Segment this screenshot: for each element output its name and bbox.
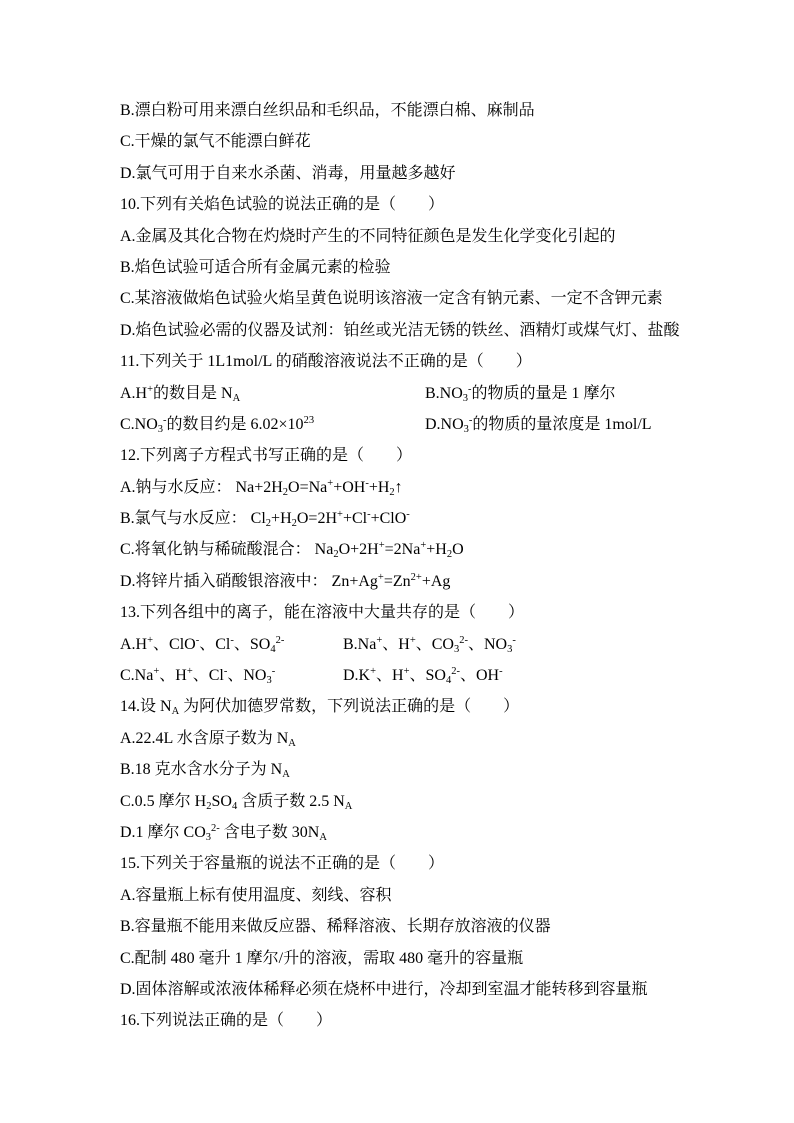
question-stem-12: 12.下列离子方程式书写正确的是（ ） (120, 447, 413, 465)
option-line: B.容量瓶不能用来做反应器、稀释溶液、长期存放溶液的仪器 (120, 918, 551, 936)
option-line: D.氯气可用于自来水杀菌、消毒，用量越多越好 (120, 164, 456, 182)
option-line: B.18 克水含水分子为 $N_A$ (120, 761, 290, 781)
option-line: C.将氧化钠与稀硫酸混合： $Na_2O+2H^+=2Na^++H_2O$ (120, 540, 464, 561)
option-line: D.焰色试验必需的仪器及试剂：铂丝或光洁无锈的铁丝、酒精灯或煤气灯、盐酸 (120, 321, 680, 339)
option-b: B.Na+、H+、$CO_3^{2-}$、$NO_3^-$ (343, 634, 516, 655)
options-row (120, 660, 700, 691)
option-line: B.焰色试验可适合所有金属元素的检验 (120, 258, 391, 276)
option-line: D.1 摩尔 $CO_3^{2-}$ 含电子数 $30N_A$ (120, 822, 327, 843)
option-d: D.K+、H+、$SO_4^{2-}$、OH- (343, 666, 503, 687)
option-line: C.某溶液做焰色试验火焰呈黄色说明该溶液一定含有钠元素、一定不含钾元素 (120, 290, 663, 308)
option-line: A.钠与水反应： $Na+2H_2O=Na^++OH^-+H_2↑$ (120, 477, 403, 498)
option-line: A.金属及其化合物在灼烧时产生的不同特征颜色是发生化学变化引起的 (120, 227, 616, 245)
option-line: B.漂白粉可用来漂白丝织品和毛织品，不能漂白棉、麻制品 (120, 102, 535, 119)
question-stem-15: 15.下列关于容量瓶的说法不正确的是（ ） (120, 855, 445, 873)
option-line: C.配制 480 毫升 1 摩尔/升的溶液，需取 480 毫升的容量瓶 (120, 949, 524, 967)
option-a: A.H+的数目是 $N_A$ (120, 383, 241, 404)
option-line: A.22.4L 水含原子数为 $N_A$ (120, 729, 296, 749)
option-line: C.0.5 摩尔 $H_2SO_4$ 含质子数 2.5 $N_A$ (120, 792, 353, 812)
exam-content (120, 95, 700, 1037)
option-line: A.容量瓶上标有使用温度、刻线、容积 (120, 886, 392, 904)
question-stem-16: 16.下列说法正确的是（ ） (120, 1012, 333, 1030)
options-row (120, 378, 700, 409)
option-c: C.Na+、H+、Cl-、$NO_3^-$ (120, 666, 276, 687)
question-stem-13: 13.下列各组中的离子，能在溶液中大量共存的是（ ） (120, 604, 525, 622)
option-line: C.干燥的氯气不能漂白鲜花 (120, 133, 311, 151)
option-c: $C.NO_3^-$的数目约是 $6.02\times 10^{23}$ (120, 414, 315, 435)
question-stem-14: 14.设 $N_A$ 为阿伏加德罗常数，下列说法正确的是（ ） (120, 698, 520, 718)
option-line: D.固体溶解或浓液体稀释必须在烧杯中进行，冷却到室温才能转移到容量瓶 (120, 980, 648, 998)
option-line: B.氯气与水反应： $Cl_2+H_2O=2H^++Cl^-+ClO^-$ (120, 509, 410, 530)
question-stem-10: 10.下列有关焰色试验的说法正确的是（ ） (120, 196, 445, 214)
options-row (120, 629, 700, 660)
option-line: D.将锌片插入硝酸银溶液中： $Zn+Ag^+=Zn^{2+}+Ag$ (120, 571, 451, 590)
option-b: $B.NO_3^-$的物质的量是 1 摩尔 (425, 383, 616, 404)
options-row (120, 409, 700, 440)
question-stem-11: 11.下列关于 1L1mol/L 的硝酸溶液说法不正确的是（ ） (120, 353, 532, 371)
option-d: $D.NO_3^-$的物质的量浓度是 1mol/L (425, 414, 652, 435)
option-a: A.H+、ClO-、Cl-、$SO_4^{2-}$ (120, 634, 285, 655)
